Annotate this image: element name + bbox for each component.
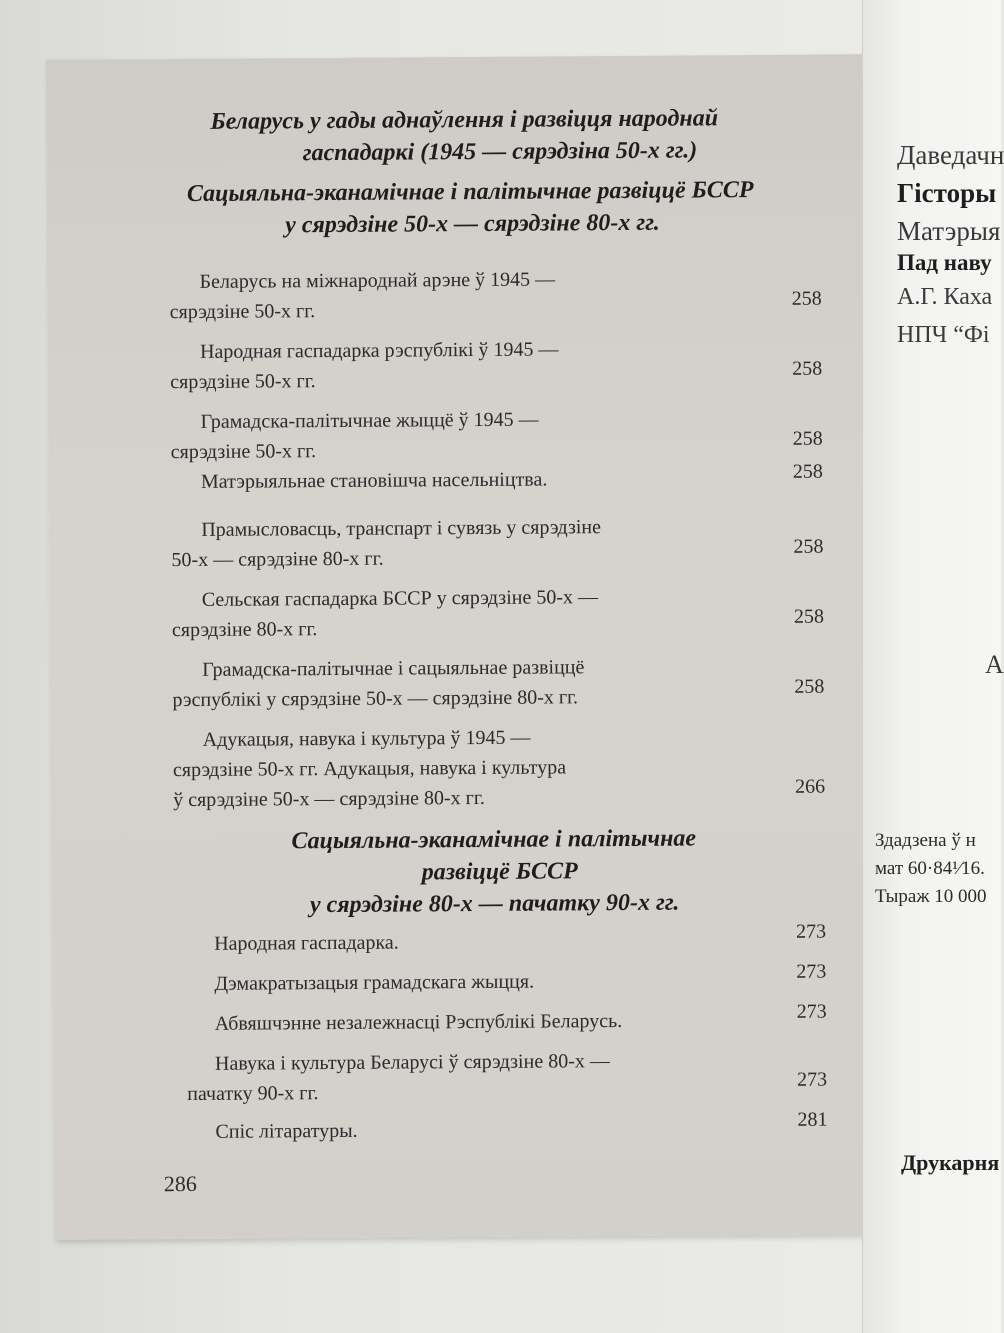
page-number: 273	[796, 960, 827, 983]
right-line	[897, 250, 992, 276]
toc-entry	[199, 268, 555, 293]
right-page	[862, 0, 1004, 1333]
toc-entry-text: Прамысловасць, транспарт і сувязь у сярэдзіне	[201, 516, 602, 541]
toc-entry-text: Беларусь на міжнароднай арэне ў 1945 —	[199, 268, 556, 293]
toc-page-number	[792, 288, 822, 311]
page-number: 258	[791, 287, 822, 310]
imprint-text: Тыраж 10 000	[875, 886, 987, 907]
toc-entry-text: Грамадска-палітычнае жыццё ў 1945 —	[200, 408, 539, 433]
section-title-3-line-3: у сярэдзіне 80-х — пачатку 90-х гг.	[309, 889, 680, 919]
section-title-2-line-2-wrap	[285, 210, 660, 240]
right-line	[897, 322, 990, 349]
toc-entry-cont	[171, 548, 383, 572]
page-number: 258	[792, 460, 823, 483]
toc-entry-cont	[172, 618, 318, 642]
toc-page-number	[793, 461, 823, 484]
section-title-3-line-3-wrap	[310, 890, 680, 920]
toc-entry-text: сярэдзіне 50-х гг. Адукацыя, навука і культура	[172, 756, 567, 782]
page-number: 258	[793, 535, 824, 558]
toc-entry-text: Народная гаспадарка рэспублікі ў 1945 —	[199, 338, 559, 363]
imprint-line	[875, 830, 976, 852]
right-letter-text: А	[985, 650, 1004, 679]
toc-entry	[214, 971, 534, 996]
toc-entry-text: сярэдзіне 50-х гг.	[170, 440, 317, 464]
toc-page-number	[796, 921, 826, 944]
page-number: 273	[797, 1068, 828, 1091]
right-line-text: Пад наву	[897, 250, 992, 275]
toc-entry-text: Навука і культура Беларусі ў сярэдзіне 80-х —	[214, 1050, 610, 1075]
toc-entry-text: Адукацыя, навука і культура ў 1945 —	[202, 726, 531, 751]
section-title-1-line-2-wrap	[303, 137, 698, 167]
right-footer	[901, 1150, 999, 1176]
section-title-3-line-1: Сацыяльна-эканамічнае і палітычнае	[291, 825, 697, 855]
toc-entry-cont	[171, 440, 317, 464]
page-number: 258	[794, 675, 825, 698]
toc-entry	[201, 516, 601, 542]
section-title-1-line-2: гаспадаркі (1945 — сярэдзіна 50-х гг.)	[302, 137, 698, 167]
section-title-2-line-1: Сацыяльна-эканамічнае і палітычнае развіццё БССР	[186, 177, 754, 208]
toc-entry-cont	[173, 756, 566, 782]
toc-entry-text: Абвяшчэнне незалежнасці Рэспублікі Беларусь.	[214, 1010, 623, 1035]
toc-entry	[201, 469, 548, 494]
toc-entry-text: сярэдзіне 50-х гг.	[170, 370, 316, 394]
section-title-1	[210, 105, 718, 136]
toc-page-number	[795, 776, 825, 799]
toc-page-number	[793, 428, 823, 451]
toc-entry	[215, 1120, 357, 1144]
toc-entry-cont	[172, 686, 578, 712]
toc-entry-text: Матэрыяльнае становішча насельніцтва.	[200, 468, 548, 493]
toc-entry	[202, 656, 584, 682]
imprint-text: Здадзена ў н	[875, 830, 976, 851]
section-title-1-line-1: Беларусь у гады аднаўлення і развіцця народнай	[210, 105, 719, 135]
toc-page-number	[792, 358, 822, 381]
section-title-3	[291, 825, 696, 855]
section-title-2-line-2: у сярэдзіне 50-х — сярэдзіне 80-х гг.	[285, 209, 660, 239]
toc-entry-text: ў сярэдзіне 50-х — сярэдзіне 80-х гг.	[173, 786, 485, 812]
imprint-line	[875, 858, 985, 880]
toc-page-number	[793, 536, 823, 559]
toc-entry	[202, 586, 598, 612]
page-number: 258	[792, 427, 823, 450]
toc-page-number	[797, 1001, 827, 1024]
toc-page-number	[796, 961, 826, 984]
right-line	[897, 178, 996, 209]
toc-entry	[215, 1050, 610, 1076]
toc-page-number	[794, 606, 824, 629]
right-letter	[985, 650, 1004, 680]
toc-entry-text: 50-х — сярэдзіне 80-х гг.	[171, 547, 384, 572]
toc-entry	[214, 932, 399, 956]
toc-entry-cont	[173, 787, 485, 812]
toc-page-number	[797, 1069, 827, 1092]
right-line-text: А.Г. Каха	[897, 284, 993, 310]
page-number: 258	[793, 605, 824, 628]
imprint-line	[875, 886, 987, 908]
toc-entry-text: Народная гаспадарка.	[214, 931, 399, 955]
toc-entry	[215, 1010, 623, 1036]
toc-entry	[200, 338, 559, 364]
toc-entry-text: Спіс літаратуры.	[215, 1119, 358, 1143]
right-line	[897, 284, 992, 311]
right-line-text: НПЧ “Фі	[897, 322, 990, 348]
page-number: 273	[796, 1000, 827, 1023]
toc-page-number	[797, 1109, 827, 1132]
toc-entry-text: сярэдзіне 50-х гг.	[169, 300, 316, 324]
left-page	[46, 54, 889, 1240]
imprint-text: мат 60·84¹⁄16.	[875, 858, 985, 879]
toc-entry-text: Сельская гаспадарка БССР у сярэдзіне 50-х —	[201, 586, 599, 611]
toc-entry-text: Дэмакратызацыя грамадскага жыцця.	[214, 970, 535, 995]
right-footer-text: Друкарня	[901, 1150, 1000, 1175]
section-title-3-line-2-wrap	[422, 858, 578, 886]
toc-entry-text: сярэдзіне 80-х гг.	[171, 618, 318, 642]
toc-entry-text: рэспублікі у сярэдзіне 50-х — сярэдзіне 80-х гг.	[172, 686, 579, 712]
page-number: 273	[796, 920, 827, 943]
page-number: 266	[795, 775, 826, 798]
folio-number: 286	[163, 1170, 197, 1197]
toc-entry-cont	[187, 1082, 318, 1106]
toc-entry	[203, 727, 531, 752]
right-line-text: Матэрыя	[897, 216, 1001, 246]
toc-entry-text: Грамадска-палітычнае і сацыяльнае развіццё	[202, 656, 585, 681]
toc-entry-cont	[170, 370, 316, 394]
page-folio	[164, 1171, 197, 1197]
right-line-text: Даведачн	[897, 140, 1004, 170]
right-line	[897, 216, 1000, 247]
toc-entry-cont	[170, 300, 316, 324]
right-line	[897, 140, 1004, 171]
section-title-2	[187, 177, 754, 208]
section-title-3-line-2: развіццё БССР	[421, 858, 578, 886]
page-number: 281	[797, 1108, 828, 1131]
right-line-text: Гісторы	[897, 178, 997, 208]
page-number: 258	[792, 357, 823, 380]
toc-entry	[200, 409, 538, 434]
toc-page-number	[794, 676, 824, 699]
toc-entry-text: пачатку 90-х гг.	[187, 1082, 319, 1106]
